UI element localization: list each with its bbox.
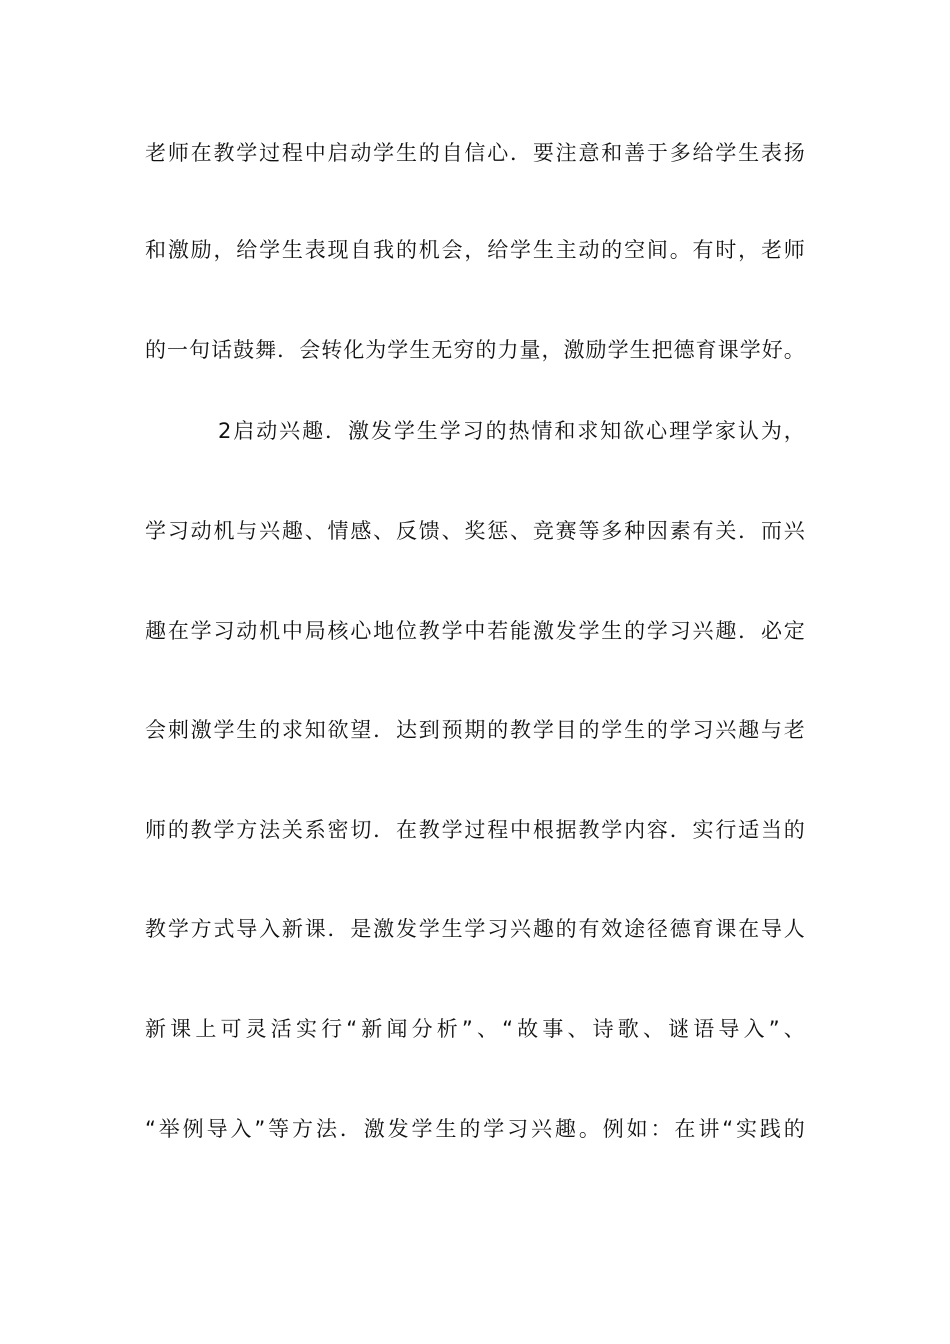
text-line-8: 师的教学方法关系密切．在教学过程中根据教学内容．实行适当的 (145, 818, 805, 842)
text-line-7: 会刺激学生的求知欲望．达到预期的教学目的学生的学习兴趣与老 (145, 718, 805, 742)
text-line-5: 学习动机与兴趣、情感、反馈、奖惩、竞赛等多种因素有关．而兴 (145, 519, 805, 543)
text-line-3: 的一句话鼓舞．会转化为学生无穷的力量，激励学生把德育课学好。 (145, 338, 805, 362)
text-line-10: 新课上可灵活实行“新闻分析”、“故事、诗歌、谜语导入”、 (145, 1017, 805, 1041)
text-line-1: 老师在教学过程中启动学生的自信心．要注意和善于多给学生表扬 (145, 141, 805, 165)
text-line-2: 和激励，给学生表现自我的机会，给学生主动的空间。有时，老师 (145, 238, 805, 262)
text-line-6: 趣在学习动机中局核心地位教学中若能激发学生的学习兴趣．必定 (145, 619, 805, 643)
text-line-11: “举例导入”等方法．激发学生的学习兴趣。例如：在讲“实践的 (145, 1117, 805, 1141)
text-line-9: 教学方式导入新课．是激发学生学习兴趣的有效途径德育课在导人 (145, 917, 805, 941)
text-line-4: 2启动兴趣．激发学生学习的热情和求知欲心理学家认为， (218, 419, 805, 443)
